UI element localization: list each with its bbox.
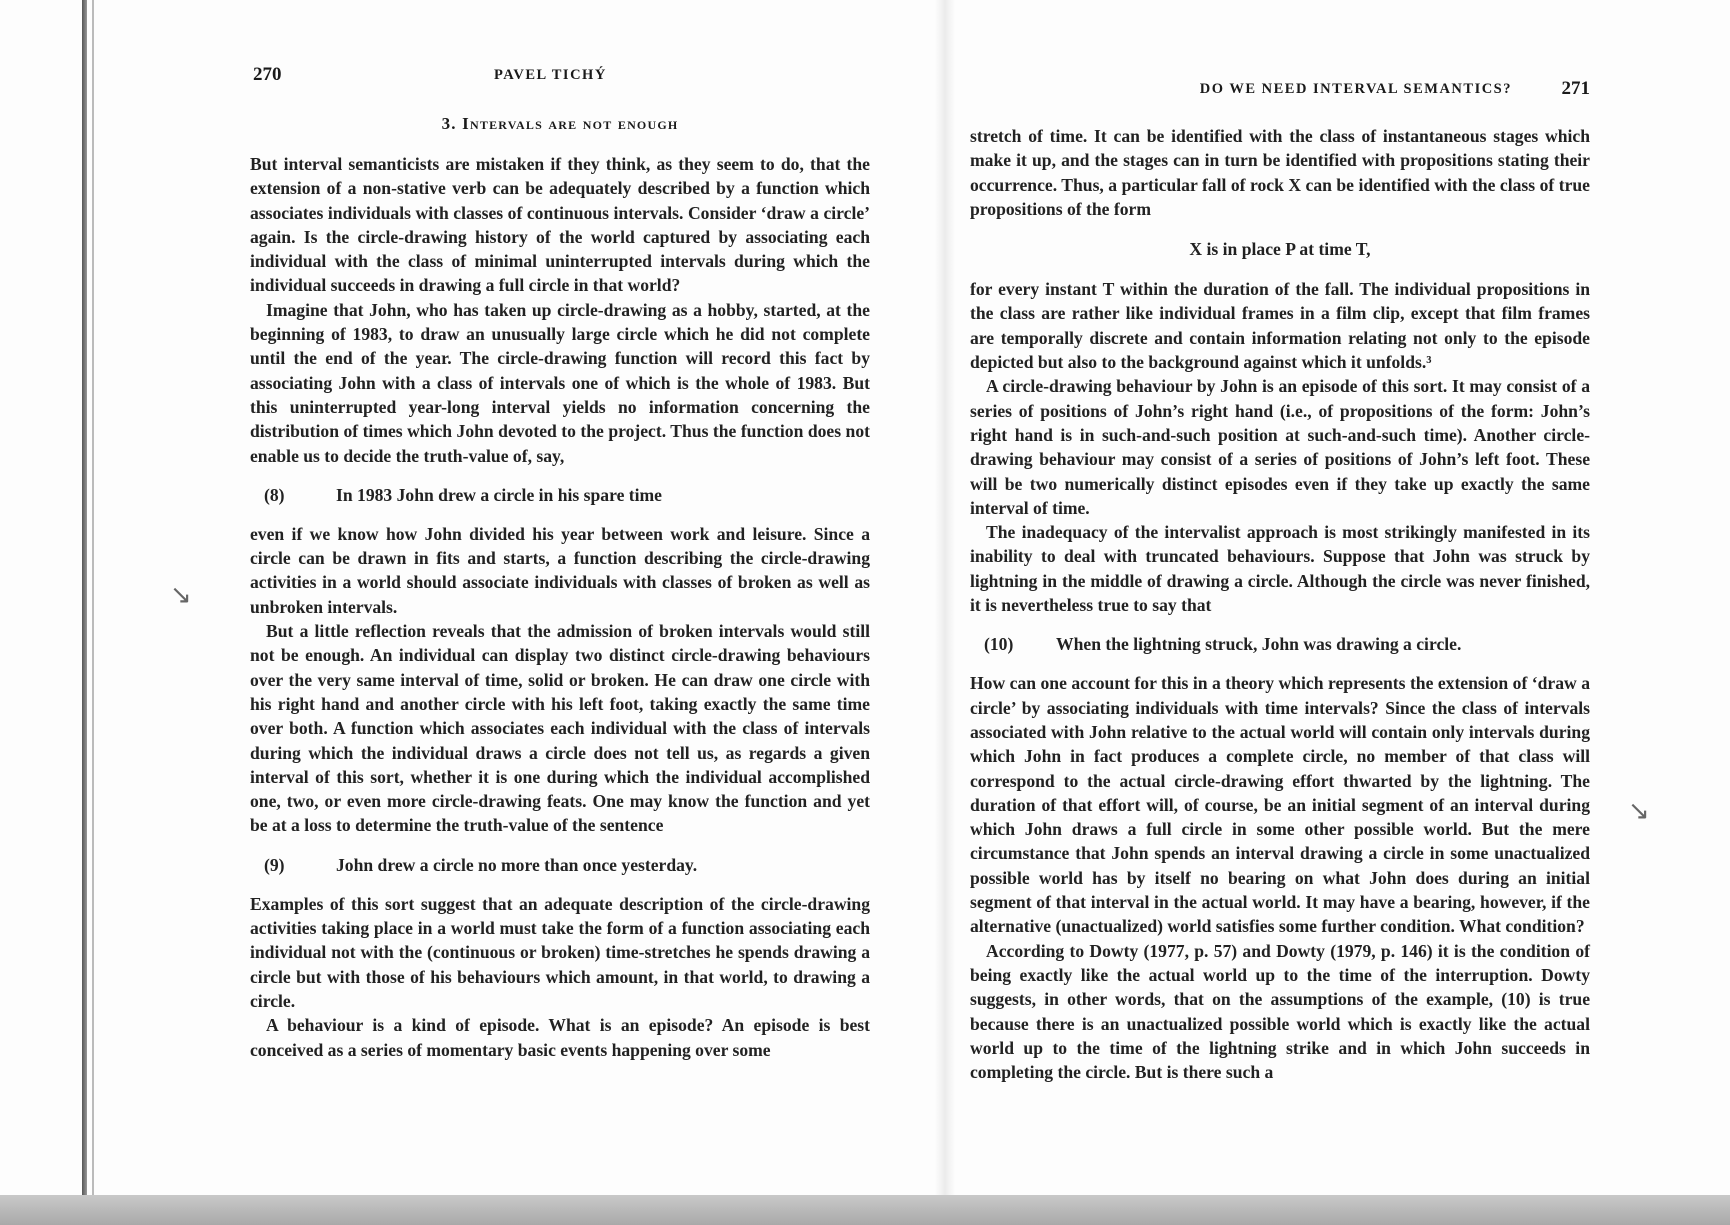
- example-text: When the lightning struck, John was drawing a circle.: [1056, 634, 1462, 655]
- margin-mark: ↘: [170, 580, 192, 610]
- paragraph: According to Dowty (1977, p. 57) and Dowty (1979, p. 146) it is the condition of being exactly like the actual world up to the time of the interruption. Dowty suggests, in other words, that on the assumptions of the example, (10) is true because there is an unactualized possible world which is exactly like the actual world up to the time of the lightning strike and in which John succeeds in completing the circle. But is there such a: [970, 940, 1590, 1083]
- book-gutter: [935, 0, 955, 1195]
- example-text: John drew a circle no more than once yesterday.: [336, 854, 698, 875]
- example-number: (10): [984, 634, 1014, 655]
- paragraph: A behaviour is a kind of episode. What is an episode? An episode is best conceived as a series of momentary basic events happening over some: [250, 1015, 870, 1060]
- section-title: 3. Intervals are not enough: [441, 114, 679, 133]
- example-10: [984, 632, 1590, 656]
- paragraph: How can one account for this in a theory which represents the extension of ‘draw a circle’ by associating individuals with time intervals? Since the class of intervals associated with John relative to the actual world will contain only intervals during which John in fact produces a complete circle, no member of that class will correspond to the actual circle-drawing effort thwarted by the lightning. The duration of that effort will, of course, be an initial segment of an interval during which John draws a full circle in some other possible world. But the mere circumstance that John spends an interval drawing a circle in some unactualized possible world has by itself no bearing on what John does during an initial segment of that interval in the actual world. It may have a bearing, however, if the alternative (unactualized) world satisfies some further condition. What condition?: [970, 673, 1590, 937]
- paragraph: Examples of this sort suggest that an adequate description of the circle-drawing activities taking place in a world must take the form of a function associating each individual not with the (continuous or broken) time-stretches he spends drawing a circle but with those of his behaviours which amount, in that world, to drawing a circle.: [250, 893, 870, 1011]
- example-9: [264, 853, 870, 877]
- paragraph: The inadequacy of the intervalist approach is most strikingly manifested in its inability to deal with truncated behaviours. Suppose that John was struck by lightning in the middle of drawing a circle. Although the circle was never finished, it is nevertheless true to say that: [970, 522, 1590, 616]
- paragraph: But interval semanticists are mistaken if they think, as they seem to do, that the extension of a non-stative verb can be adequately described by a function which associates individuals with classes of continuous intervals. Consider ‘draw a circle’ again. Is the circle-drawing history of the world captured by associating each individual with the class of minimal uninterrupted intervals during which the individual succeeds in drawing a full circle in that world?: [250, 154, 870, 296]
- paragraph: Imagine that John, who has taken up circle-drawing as a hobby, started, at the beginning of 1983, to draw an unusually large circle which he did not complete until the end of the year. The circle-drawing function will record this fact by associating John with a class of intervals one of which is the whole of 1983. But this uninterrupted year-long interval yields no information concerning the distribution of times which John devoted to the project. Thus the function does not enable us to decide the truth-value of, say,: [250, 299, 870, 466]
- running-head-title: DO WE NEED INTERVAL SEMANTICS?: [1199, 81, 1512, 97]
- page-number: 271: [1561, 78, 1590, 99]
- scan-edge: [82, 0, 87, 1195]
- example-number: (8): [264, 484, 285, 505]
- running-header: [970, 64, 1590, 99]
- running-head-title: PAVEL TICHÝ: [494, 67, 607, 83]
- formula: X is in place P at time T,: [1189, 239, 1371, 260]
- paragraph: But a little reflection reveals that the admission of broken intervals would still not be enough. An individual can display two distinct circle-drawing behaviours over the very same interval of time, solid or broken. He can draw one circle with his right hand and another circle with his left foot, taking exactly the same time over both. A function which associates each individual with the class of intervals during which the individual draws a circle does not tell us, as regards a given interval of this sort, whether it is one during which the individual accomplished one, two, or even more circle-drawing feats. One may know the function and yet be at a loss to determine the truth-value of the sentence: [250, 621, 870, 836]
- scan-edge-line: [92, 0, 94, 1195]
- example-8: [264, 483, 870, 507]
- paragraph: A circle-drawing behaviour by John is an episode of this sort. It may consist of a series of positions of John’s right hand (i.e., of propositions of the form: John’s right hand is in such-and-such position at such-and-such time). Another circle-drawing behaviour may consist of a series of positions of John’s left foot. These will be two numerically distinct episodes even if they take up exactly the same interval of time.: [970, 376, 1590, 518]
- page-body: [250, 152, 870, 1062]
- running-header: [250, 64, 870, 88]
- page-number: 270: [253, 64, 282, 85]
- scan-bottom-edge: [0, 1195, 1730, 1225]
- example-number: (9): [264, 854, 285, 875]
- paragraph: even if we know how John divided his year between work and leisure. Since a circle can be drawn in fits and starts, a function describing the circle-drawing activities in a world should associate individuals with classes of broken as well as unbroken intervals.: [250, 523, 870, 617]
- margin-mark: ↘: [1628, 796, 1650, 826]
- paragraph: for every instant T within the duration of the fall. The individual propositions in the class are rather like individual frames in a film clip, except that film frames are temporally discrete and contain information relating not only to the episode depicted but also to the background against which it unfolds.³: [970, 279, 1590, 373]
- paragraph: stretch of time. It can be identified with the class of instantaneous stages which make it up, and the stages can in turn be identified with propositions stating their occurrence. Thus, a particular fall of rock X can be identified with the class of true propositions of the form: [970, 126, 1590, 219]
- page-body: [970, 124, 1590, 1084]
- example-text: In 1983 John drew a circle in his spare time: [336, 484, 662, 505]
